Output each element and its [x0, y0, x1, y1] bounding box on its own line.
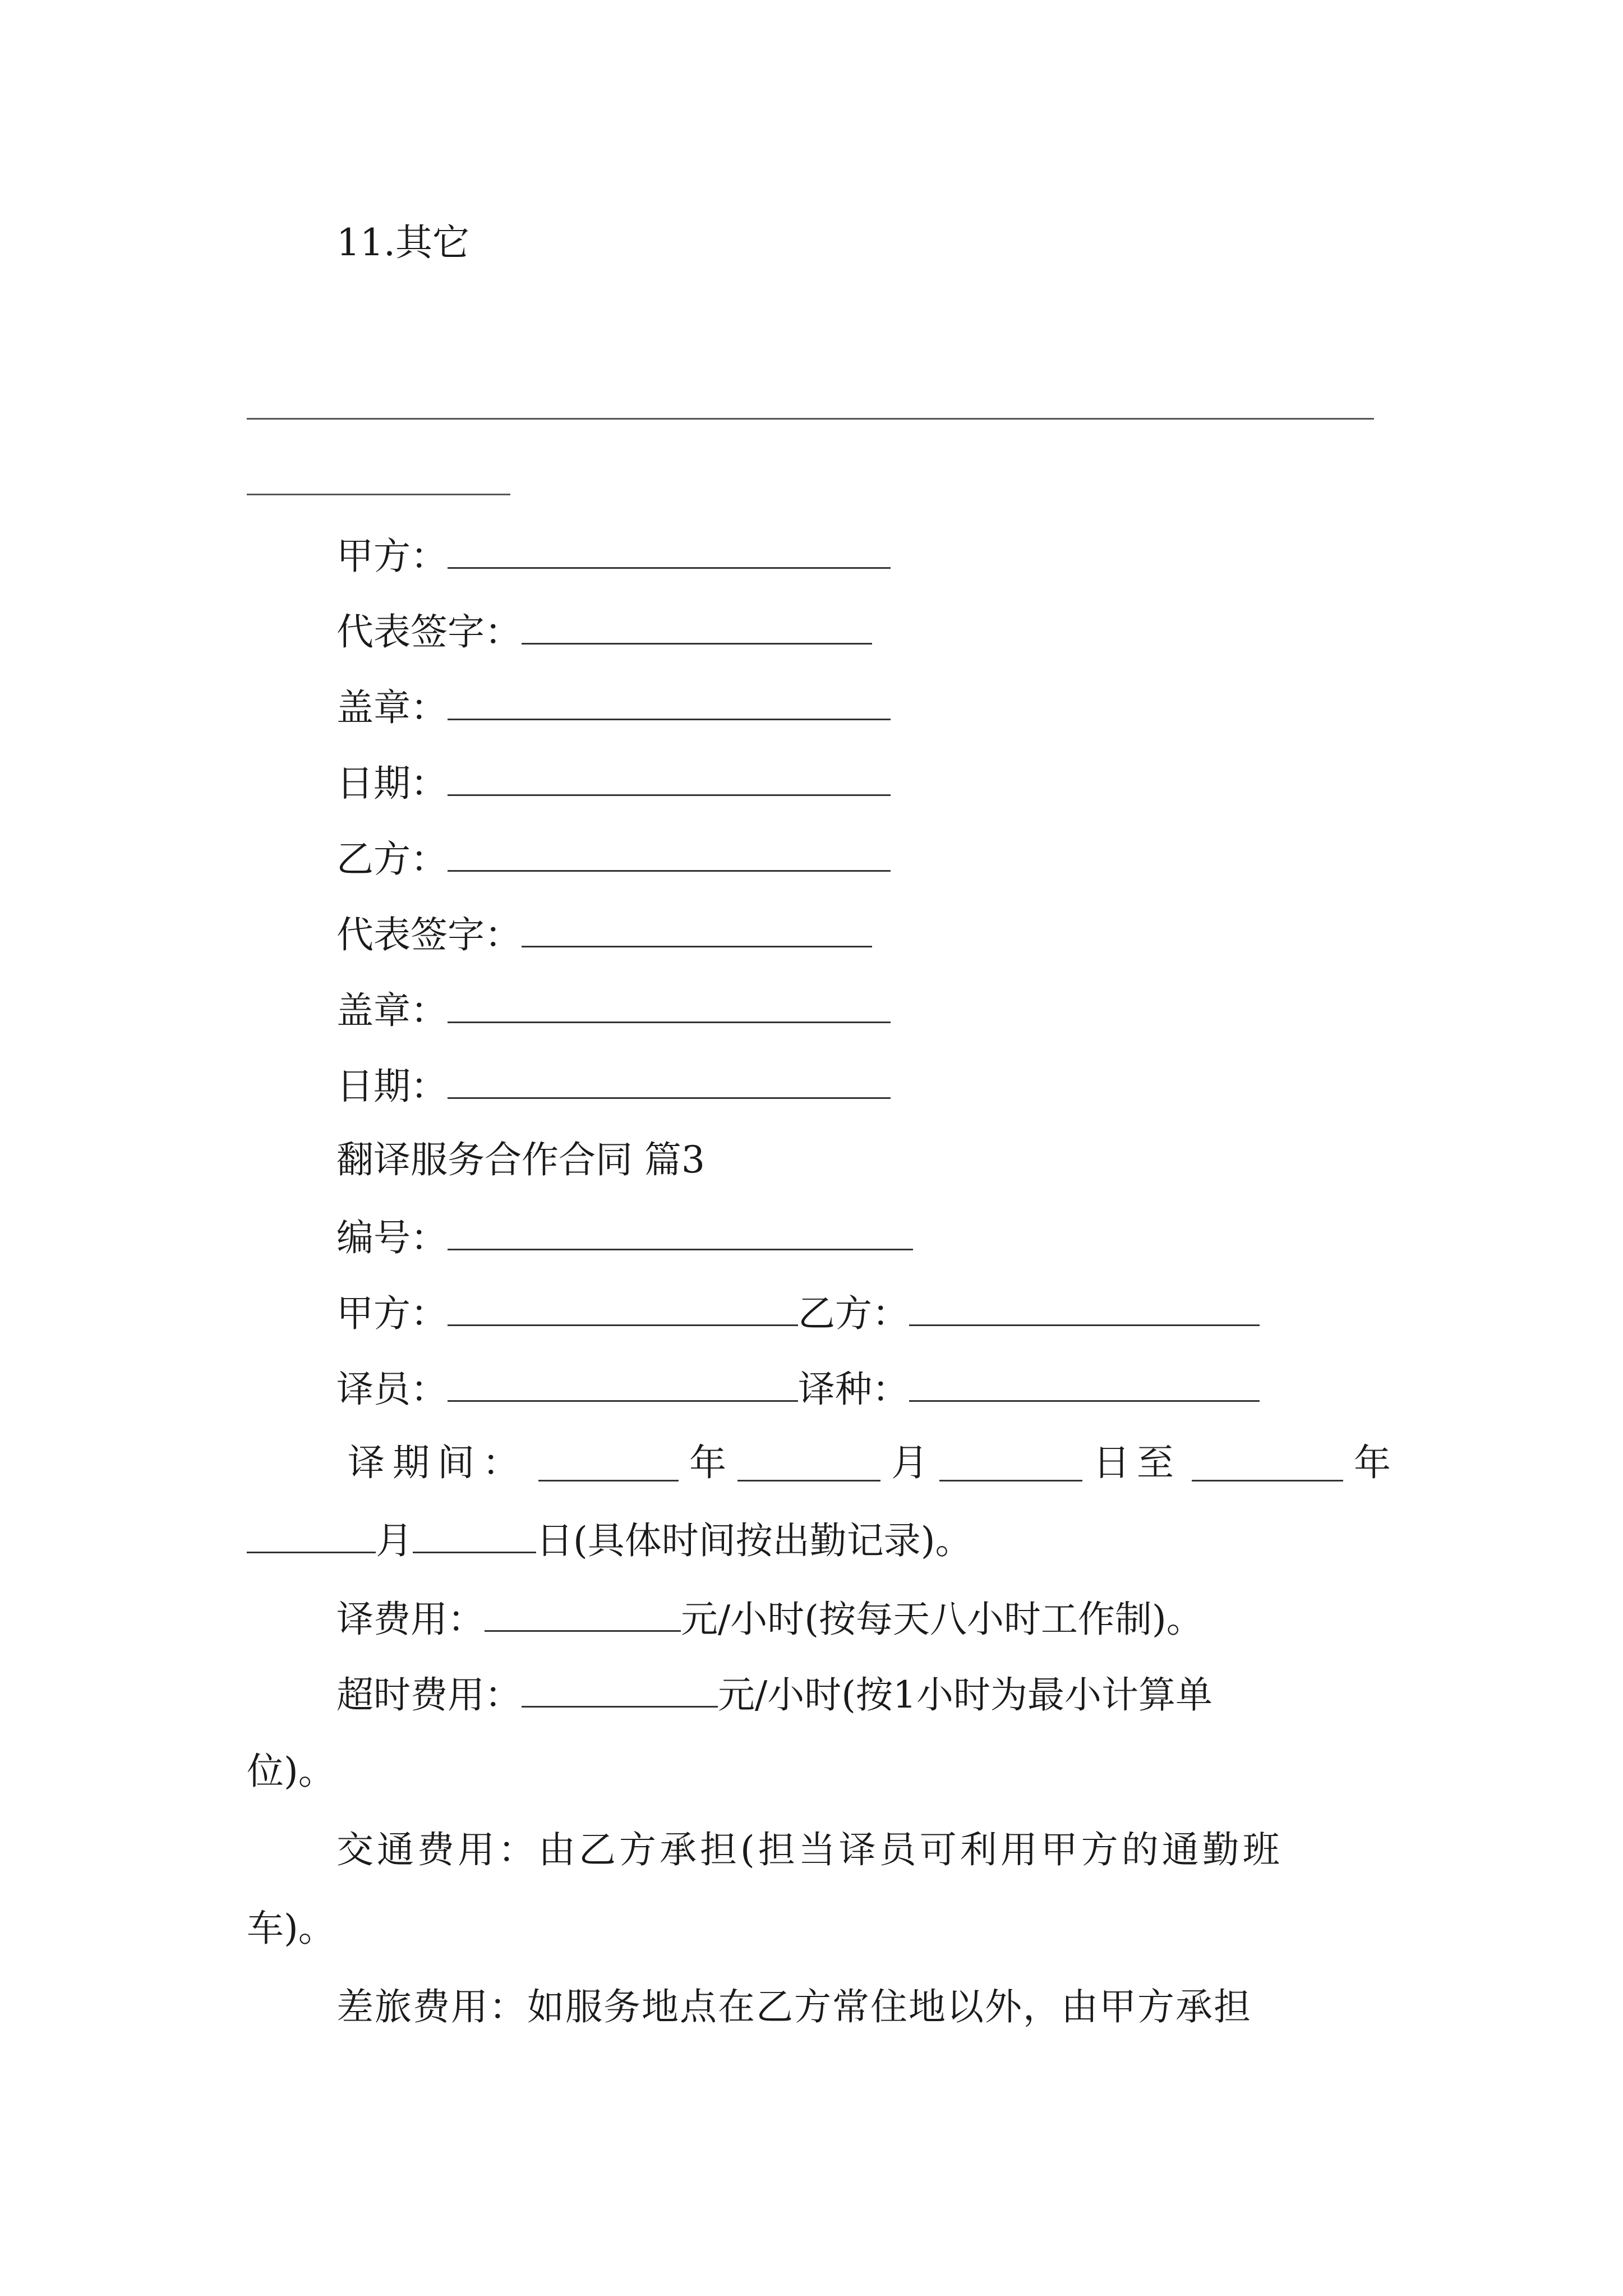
period-label: 译期间： [348, 1441, 527, 1484]
party-a-rep-sign-field[interactable] [522, 611, 872, 645]
overtime-label: 超时费用： [336, 1673, 522, 1717]
fill-rule-short[interactable] [247, 494, 510, 495]
party-a-seal-row [336, 686, 891, 729]
translator-field[interactable] [448, 1369, 798, 1402]
fee-field[interactable] [485, 1599, 681, 1632]
party-a-date-label: 日期： [336, 762, 448, 805]
party-a-seal-label: 盖章： [336, 686, 448, 729]
contract-party-b-field[interactable] [909, 1293, 1260, 1326]
period-row-continuation [247, 1519, 972, 1562]
language-field[interactable] [909, 1369, 1260, 1402]
contract-number-row [336, 1217, 913, 1257]
contract-party-a-label: 甲方： [336, 1292, 448, 1335]
fill-rule-long[interactable] [247, 418, 1374, 420]
overtime-row [336, 1673, 1212, 1717]
period-year-label: 年 [689, 1441, 726, 1484]
contract-party-a-field[interactable] [448, 1293, 798, 1326]
party-a-date-field[interactable] [448, 763, 891, 796]
section-heading: 11.其它 [336, 221, 469, 264]
party-b-seal-row [336, 989, 891, 1032]
party-b-rep-sign-label: 代表签字： [336, 913, 522, 956]
party-b-seal-field[interactable] [448, 990, 891, 1023]
party-b-rep-sign-row [336, 914, 872, 954]
party-a-row [336, 535, 891, 578]
period-end-day-field[interactable] [413, 1520, 536, 1553]
party-b-row [336, 838, 891, 881]
period-year2-label: 年 [1354, 1441, 1391, 1484]
contract-party-b-label: 乙方： [798, 1292, 909, 1335]
travel-line-1: 差旅费用：如服务地点在乙方常住地以外，由甲方承担 [336, 1985, 1252, 2028]
period-start-day-field[interactable] [939, 1448, 1082, 1481]
fee-row [336, 1598, 1204, 1641]
contract-title: 翻译服务合作合同 篇3 [336, 1138, 705, 1181]
translator-row [336, 1368, 1260, 1411]
party-a-date-row [336, 762, 891, 805]
party-a-label: 甲方： [336, 535, 448, 578]
fee-unit-note: 元/小时(按每天八小时工作制)。 [681, 1598, 1204, 1641]
fee-label: 译费用： [336, 1598, 485, 1641]
party-a-rep-sign-row [336, 610, 872, 654]
period-end-month-field[interactable] [247, 1520, 376, 1553]
transport-line-1: 交通费用：由乙方承担(担当译员可利用甲方的通勤班 [336, 1828, 1283, 1871]
contract-number-label: 编号： [336, 1216, 448, 1259]
period-start-month-field[interactable] [737, 1448, 880, 1481]
period-month2-label: 月 [376, 1519, 413, 1562]
party-a-seal-field[interactable] [448, 687, 891, 720]
overtime-unit-note: 元/小时(按1小时为最小计算单 [718, 1673, 1212, 1717]
party-a-field[interactable] [448, 536, 891, 569]
party-b-date-label: 日期： [336, 1065, 448, 1108]
party-b-date-field[interactable] [448, 1066, 891, 1099]
period-day-note: 日(具体时间按出勤记录)。 [536, 1519, 972, 1562]
language-label: 译种： [798, 1368, 909, 1411]
party-b-field[interactable] [448, 839, 891, 872]
overtime-field[interactable] [522, 1674, 718, 1708]
parties-row [336, 1292, 1260, 1335]
party-b-rep-sign-field[interactable] [522, 914, 872, 947]
party-b-label: 乙方： [336, 838, 448, 881]
party-b-date-row [336, 1065, 891, 1108]
party-b-seal-label: 盖章： [336, 989, 448, 1032]
period-end-year-field[interactable] [1192, 1448, 1343, 1481]
overtime-continuation: 位)。 [247, 1750, 335, 1793]
period-row [348, 1441, 1391, 1484]
party-a-rep-sign-label: 代表签字： [336, 610, 522, 654]
transport-line-2: 车)。 [247, 1907, 335, 1950]
period-day-to-label: 日至 [1093, 1441, 1181, 1484]
translator-label: 译员： [336, 1368, 448, 1411]
period-month-label: 月 [891, 1441, 928, 1484]
contract-number-field[interactable] [448, 1217, 913, 1250]
period-start-year-field[interactable] [538, 1448, 679, 1481]
